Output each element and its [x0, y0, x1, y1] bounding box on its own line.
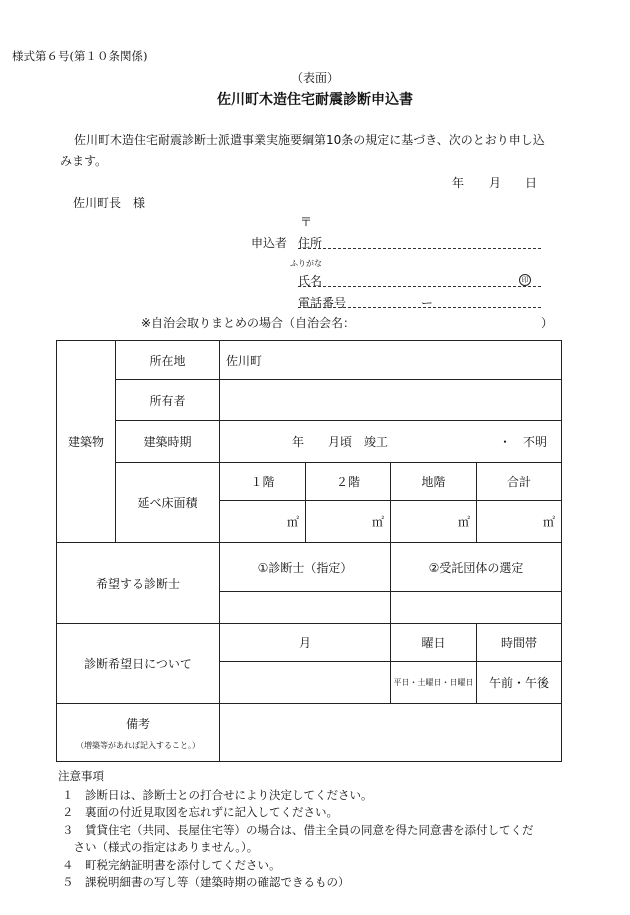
floor-area-2[interactable] — [306, 501, 391, 543]
build-period-value[interactable] — [220, 421, 562, 463]
owner-value[interactable] — [220, 380, 562, 421]
addressee: 佐川町長 様 — [73, 196, 146, 210]
note-item-3: ３ 賃貸住宅（共同、長屋住宅等）の場合は、借主全員の同意を得た同意書を添付してくだ — [62, 823, 534, 837]
floor-area-label: 延べ床面積 — [116, 463, 220, 543]
unit-label: ㎡ — [543, 515, 556, 529]
remarks-label: 備考 — [125, 716, 150, 731]
remarks-note: （増築等があれば記入すること。） — [76, 740, 200, 750]
side-label: （表面） — [290, 71, 339, 85]
address-input-line[interactable] — [298, 248, 541, 249]
date-day: 日 — [525, 176, 538, 190]
form-title: 佐川町木造住宅耐震診断申込書 — [217, 92, 413, 108]
desired-date-label: 診断希望日について — [57, 624, 220, 704]
note-item-5: ５ 課税明細書の写し等（建築時期の確認できるもの） — [62, 875, 350, 889]
assessor-option-2-value[interactable] — [391, 592, 562, 624]
floor-header-basement: 地階 — [391, 463, 477, 501]
build-period-unknown: ・ 不明 — [499, 435, 548, 449]
weekday-options[interactable]: 平日・土曜日・日曜日 — [391, 662, 477, 704]
postal-mark: 〒 — [300, 215, 313, 229]
building-group-label: 建築物 — [57, 341, 116, 543]
floor-header-1: １階 — [220, 463, 306, 501]
assessor-option-1-value[interactable] — [220, 592, 391, 624]
floor-area-basement[interactable] — [391, 501, 477, 543]
remarks-value[interactable] — [220, 704, 562, 762]
note-item-2: ２ 裏面の付近見取図を忘れずに記入してください。 — [62, 805, 338, 819]
intro-line-2: みます。 — [60, 154, 108, 168]
note-item-1: １ 診断日は、診断士との打合せにより決定してください。 — [62, 788, 373, 802]
application-table — [56, 340, 562, 762]
jichikai-note: ※自治会取りまとめの場合（自治会名： — [141, 316, 356, 330]
form-number: 様式第６号(第１０条関係) — [12, 49, 148, 63]
notes-title: 注意事項 — [58, 769, 104, 783]
desired-assessor-label: 希望する診断士 — [57, 543, 220, 624]
date-month: 月 — [489, 176, 502, 190]
seal-icon: 印 — [519, 274, 531, 286]
remarks-label-cell — [57, 704, 220, 762]
month-value[interactable] — [220, 662, 391, 704]
owner-label: 所有者 — [116, 380, 220, 421]
intro-line-1: 佐川町木造住宅耐震診断士派遣事業実施要綱第10条の規定に基づき、次のとおり申し込 — [74, 133, 545, 147]
furigana-label: ふりがな — [290, 259, 322, 268]
applicant-label: 申込者 — [251, 236, 288, 250]
name-label: 氏名 — [298, 274, 323, 288]
note-item-4: ４ 町税完納証明書を添付してください。 — [62, 858, 281, 872]
time-options[interactable]: 午前・午後 — [477, 662, 562, 704]
location-label: 所在地 — [116, 341, 220, 380]
unit-label: ㎡ — [371, 515, 384, 529]
time-slot-header: 時間帯 — [477, 624, 562, 662]
unit-label: ㎡ — [457, 515, 470, 529]
month-header: 月 — [220, 624, 391, 662]
address-label: 住所 — [298, 236, 323, 250]
phone-label: 電話番号 — [298, 296, 347, 310]
phone-dash: ー — [421, 296, 434, 310]
note-item-3-cont: さい（様式の指定はありません。）。 — [62, 840, 259, 854]
build-period-label: 建築時期 — [116, 421, 220, 463]
name-input-line[interactable] — [298, 286, 541, 287]
floor-header-2: ２階 — [306, 463, 391, 501]
floor-header-total: 合計 — [477, 463, 562, 501]
date-year: 年 — [452, 176, 465, 190]
unit-label: ㎡ — [286, 515, 299, 529]
floor-area-1[interactable] — [220, 501, 306, 543]
jichikai-close: ） — [541, 316, 554, 330]
floor-area-total[interactable] — [477, 501, 562, 543]
build-period-text: 年 月頃 竣工 — [292, 435, 389, 449]
location-value[interactable]: 佐川町 — [220, 341, 562, 380]
weekday-header: 曜日 — [391, 624, 477, 662]
phone-input-line[interactable] — [298, 307, 541, 308]
assessor-option-1: ①診断士（指定） — [220, 543, 391, 592]
assessor-option-2: ②受託団体の選定 — [391, 543, 562, 592]
